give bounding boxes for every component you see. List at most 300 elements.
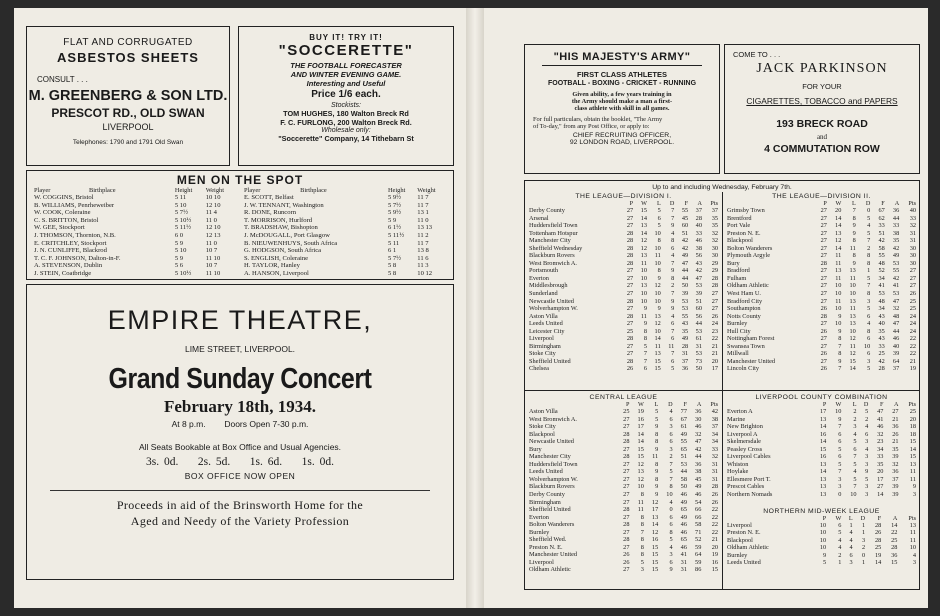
table-row — [528, 350, 719, 358]
stat-cell: 19 — [711, 551, 718, 559]
table-row — [726, 290, 917, 298]
stat-cell: 12 — [637, 460, 644, 468]
stat-cell: 12 — [654, 282, 661, 290]
stat-cell: 27 — [623, 491, 630, 499]
asbestos-phone: Telephones: 1790 and 1791 Old Swan — [72, 139, 184, 146]
player-height: 5 9½ — [387, 209, 402, 217]
stat-cell: 30 — [711, 244, 718, 252]
stat-cell: 15 — [711, 566, 718, 574]
empire-proceeds-1: Proceeds in aid of the Brinsworth Home for the — [116, 498, 364, 512]
stat-cell: 27 — [626, 305, 634, 313]
stat-cell: 7 — [867, 282, 871, 290]
stat-cell: 7 — [640, 528, 644, 536]
stat-cell: 15 — [819, 445, 827, 453]
stat-cell: 71 — [695, 528, 702, 536]
team-name: Liverpool A — [727, 430, 758, 438]
stat-cell: 29 — [711, 267, 718, 275]
stat-cell: 31 — [711, 460, 718, 468]
stat-cell: 1 — [838, 559, 842, 567]
player-weight: 11 4 — [205, 209, 217, 217]
stat-cell: 4 — [838, 544, 842, 552]
stat-cell: 6 — [671, 244, 675, 252]
table-row — [528, 320, 719, 328]
stat-cell: 11 — [654, 342, 661, 350]
empire-proceeds-2: Aged and Needy of the Variety Profession — [130, 514, 350, 528]
column-header: P — [822, 514, 827, 522]
team-name: Grimsby Town — [727, 207, 765, 214]
stat-cell: 4 — [849, 544, 853, 552]
stat-cell: 28 — [820, 259, 827, 267]
player-name: E. SCOTT, Belfast — [244, 194, 294, 201]
stat-cell: 27 — [892, 408, 899, 415]
soccerette-stockist-2: F. C. FURLONG, 200 Walton Breck Rd. — [280, 118, 412, 127]
stat-cell: 6 — [669, 415, 673, 423]
team-name: Burnley — [529, 528, 550, 536]
stat-cell: 47 — [877, 408, 884, 415]
stat-cell: 13 — [849, 297, 856, 305]
stat-cell: 5 — [643, 342, 647, 350]
stat-cell: 6 — [838, 521, 842, 529]
player-weight: 10 7 — [205, 247, 218, 255]
stat-cell: 27 — [623, 475, 630, 483]
stat-cell: 11 — [909, 475, 916, 483]
stat-cell: 21 — [711, 350, 718, 358]
stat-cell: 7 — [671, 214, 675, 222]
stat-cell: 44 — [695, 320, 702, 328]
stat-cell: 27 — [623, 415, 630, 423]
stat-cell: 10 — [850, 491, 857, 499]
asbestos-line1: FLAT AND CORRUGATED — [63, 37, 193, 48]
team-name: Hull City — [727, 327, 751, 335]
stat-cell: 49 — [680, 430, 687, 438]
stat-cell: 11 — [654, 252, 661, 260]
stat-cell: 13 — [819, 415, 827, 423]
stat-cell: 27 — [820, 244, 827, 252]
table-row — [726, 252, 917, 260]
stat-cell: 44 — [892, 327, 900, 335]
stat-cell: 31 — [695, 342, 702, 350]
stat-cell: 6 — [669, 521, 673, 529]
column-header: L — [654, 401, 659, 408]
page-gutter — [466, 8, 484, 608]
table-row — [528, 514, 719, 522]
stat-cell: 49 — [680, 513, 687, 521]
stat-cell: 4 — [669, 543, 673, 551]
table-row — [726, 343, 917, 351]
parkinson-for: FOR YOUR — [802, 82, 842, 91]
stat-cell: 28 — [711, 282, 718, 290]
team-name: Southampton — [727, 305, 761, 313]
stat-cell: 26 — [892, 430, 899, 438]
stat-cell: 65 — [680, 506, 687, 514]
empire-title: EMPIRE THEATRE, — [107, 305, 373, 335]
stat-cell: 27 — [626, 267, 634, 275]
stat-cell: 39 — [681, 290, 689, 298]
column-header: L — [848, 514, 853, 522]
team-name: Blackpool — [727, 237, 753, 245]
stat-cell: 5 — [867, 305, 871, 313]
player-height: 5 7½ — [387, 254, 402, 262]
team-header — [726, 200, 813, 207]
stat-cell: 10 — [849, 327, 856, 335]
stat-cell: 77 — [680, 408, 687, 415]
team-name: Manchester United — [529, 551, 578, 559]
team-name: Liverpool — [529, 335, 554, 343]
column-header: D — [865, 200, 871, 207]
team-name: Bradford — [727, 267, 750, 275]
column-header: W — [835, 200, 842, 207]
stat-cell: 6 — [669, 430, 673, 438]
stat-cell: 20 — [909, 415, 916, 423]
player-row — [33, 224, 237, 232]
stat-cell: 13 — [637, 468, 644, 476]
table-row — [528, 491, 719, 499]
stat-cell: 56 — [695, 252, 702, 260]
stat-cell: 20 — [877, 468, 884, 476]
stat-cell: 27 — [820, 267, 827, 275]
table-row — [528, 423, 719, 431]
stat-cell: 17 — [877, 475, 884, 483]
stat-cell: 14 — [909, 445, 916, 453]
stat-cell: 7 — [643, 357, 647, 365]
table-row — [528, 207, 719, 215]
player-weight: 13 1 — [417, 209, 429, 217]
empire-prices — [27, 456, 453, 468]
stat-cell: 11 — [668, 342, 675, 350]
men-header-birthplace: Birthplace — [88, 187, 116, 194]
stat-cell: 10 — [819, 536, 827, 544]
team-name: Blackburn Rovers — [529, 252, 575, 260]
stat-cell: 47 — [695, 438, 702, 446]
division-1 — [528, 193, 719, 373]
table-row — [726, 423, 917, 431]
stat-cell: 11 — [835, 259, 842, 267]
stat-cell: 17 — [711, 365, 718, 373]
stat-cell: 15 — [909, 453, 916, 461]
stat-cell: 6 — [849, 551, 853, 559]
player-name: B. NIEUWENHUYS, South Africa — [244, 239, 338, 247]
stat-cell: 33 — [711, 445, 718, 453]
table-row — [528, 468, 719, 476]
stat-cell: 27 — [626, 350, 634, 358]
stat-cell: 9 — [655, 445, 659, 453]
stat-cell: 10 — [640, 267, 647, 275]
team-name: Aston Villa — [529, 408, 558, 415]
stat-cell: 67 — [878, 207, 885, 214]
stat-cell: 53 — [681, 297, 689, 305]
team-name: Leeds United — [529, 468, 563, 476]
player-name: B. WILLIAMS, Penrheweiber — [34, 201, 115, 209]
column-header: L — [657, 200, 661, 207]
column-header: F — [683, 401, 687, 408]
stat-cell: 27 — [820, 320, 827, 328]
stat-cell: 9 — [838, 415, 842, 423]
right-page — [484, 8, 928, 608]
stat-cell: 5 — [655, 415, 659, 423]
stat-cell: 11 — [640, 312, 647, 320]
player-row — [243, 202, 447, 210]
stat-cell: 10 — [640, 297, 647, 305]
table-row — [726, 245, 917, 253]
table-row — [528, 343, 719, 351]
team-name: Lincoln City — [727, 365, 760, 373]
stat-cell: 7 — [853, 453, 857, 461]
stat-cell: 4 — [912, 551, 916, 559]
stat-cell: 6 — [853, 445, 857, 453]
player-weight: 11 7 — [417, 194, 429, 201]
team-name: Oldham Athletic — [529, 566, 571, 574]
player-name: S. ENGLISH, Coleraine — [244, 254, 309, 262]
stat-cell: 11 — [849, 342, 856, 350]
table-row — [528, 358, 719, 366]
team-header — [528, 200, 620, 207]
stat-cell: 34 — [877, 445, 884, 453]
stat-cell: 31 — [711, 475, 718, 483]
stat-cell: 14 — [877, 491, 884, 499]
stat-cell: 3 — [669, 445, 673, 453]
stat-cell: 47 — [892, 297, 900, 305]
stat-cell: 7 — [643, 350, 647, 358]
table-row — [528, 230, 719, 238]
player-row — [33, 194, 237, 202]
stat-cell: 1 — [861, 529, 866, 537]
soccerette-name: "SOCCERETTE" — [278, 42, 414, 59]
table-row — [726, 438, 917, 446]
league-tables — [524, 180, 920, 590]
stat-cell: 13 — [849, 320, 856, 328]
stat-cell: 62 — [878, 214, 885, 222]
team-name: Liverpool — [727, 521, 752, 529]
stat-cell: 26 — [874, 529, 882, 537]
column-header: D — [669, 200, 675, 207]
stat-cell: 33 — [909, 214, 916, 222]
parkinson-address-2: 4 COMMUTATION ROW — [764, 143, 880, 155]
table-row — [528, 544, 719, 552]
table-row — [726, 313, 917, 321]
stat-cell: 7 — [671, 207, 675, 214]
stat-cell: 9 — [657, 305, 661, 313]
stat-cell: 14 — [640, 214, 647, 222]
stat-cell: 14 — [849, 365, 856, 373]
team-name: Bolton Wanderers — [727, 244, 773, 252]
stat-cell: 28 — [681, 342, 689, 350]
stat-cell: 11 — [637, 498, 644, 506]
player-weight: 11 2 — [417, 231, 429, 239]
stat-cell: 27 — [877, 483, 884, 491]
player-row — [243, 224, 447, 232]
team-name: Ellesmere Port T. — [727, 475, 771, 483]
stat-cell: 32 — [711, 229, 718, 237]
stat-cell: 58 — [680, 475, 687, 483]
stat-cell: 32 — [909, 222, 916, 230]
stat-cell: 46 — [680, 491, 687, 499]
stat-cell: 26 — [820, 327, 827, 335]
player-weight: 11 0 — [417, 216, 429, 224]
men-header-height: Height — [387, 187, 406, 194]
stat-cell: 8 — [867, 259, 871, 267]
team-name: Millwall — [727, 350, 749, 358]
asbestos-consult: CONSULT . . . — [37, 75, 88, 84]
stat-cell: 6 — [643, 365, 647, 373]
team-name: Preston N. E. — [727, 529, 761, 537]
stat-cell: 30 — [909, 252, 916, 260]
stat-cell: 53 — [892, 259, 900, 267]
table-row — [726, 260, 917, 268]
soccerette-price: Price 1/6 each. — [311, 89, 381, 100]
stat-cell: 15 — [651, 551, 659, 559]
stat-cell: 1 — [861, 521, 866, 529]
stat-cell: 19 — [909, 365, 916, 373]
stat-cell: 3 — [867, 357, 871, 365]
stat-cell: 48 — [892, 312, 900, 320]
stat-cell: 53 — [695, 350, 702, 358]
stat-cell: 73 — [695, 357, 702, 365]
empire-theatre-advert — [26, 284, 454, 580]
table-row — [528, 328, 719, 336]
stat-cell: 53 — [695, 327, 702, 335]
player-name: W. COOK, Coleraine — [34, 209, 91, 217]
stat-cell: 36 — [695, 408, 702, 415]
player-weight: 10 10 — [205, 194, 221, 201]
stat-cell: 7 — [867, 237, 871, 245]
empire-street: LIME STREET, LIVERPOOL. — [184, 344, 296, 354]
stat-cell: 1 — [849, 521, 853, 529]
stat-cell: 37 — [695, 207, 702, 214]
stat-cell: 44 — [681, 274, 689, 282]
stat-cell: 22 — [909, 350, 916, 358]
column-header: L — [852, 200, 856, 207]
county-combination-title: LIVERPOOL COUNTY COMBINATION — [755, 394, 888, 401]
stat-cell: 3 — [865, 460, 869, 468]
stat-cell: 6 — [657, 214, 661, 222]
stat-cell: 11 — [849, 244, 856, 252]
stat-cell: 8 — [640, 543, 644, 551]
player-name: E. CRITCHLEY, Stockport — [34, 239, 107, 247]
player-height: 5 11½ — [174, 224, 192, 232]
table-row — [528, 559, 719, 567]
stat-cell: 6 — [671, 357, 675, 365]
stat-cell: 9 — [643, 305, 647, 313]
stat-cell: 24 — [909, 320, 916, 328]
stat-cell: 10 — [835, 305, 842, 313]
stat-cell: 8 — [867, 327, 871, 335]
stat-cell: 7 — [671, 259, 675, 267]
stat-cell: 27 — [820, 237, 827, 245]
stat-cell: 27 — [711, 305, 718, 313]
army-line2: FOOTBALL - BOXING - CRICKET - RUNNING — [547, 80, 697, 87]
stat-cell: 13 — [909, 521, 916, 529]
stat-cell: 33 — [878, 342, 885, 350]
stat-cell: 12 — [651, 528, 659, 536]
stat-cell: 1 — [867, 267, 871, 275]
stat-cell: 28 — [623, 521, 630, 529]
table-row — [726, 453, 917, 461]
soccerette-stockist-3: "Soccerette" Company, 14 Tithebarn St — [278, 134, 414, 143]
team-name: Derby County — [529, 491, 565, 499]
player-name: W. COGGINS, Bristol — [34, 194, 94, 201]
table-row — [726, 335, 917, 343]
stat-cell: 27 — [820, 274, 827, 282]
stat-cell: 10 — [654, 290, 661, 298]
stat-cell: 8 — [657, 237, 661, 245]
stat-cell: 14 — [640, 229, 647, 237]
stat-cell: 13 — [835, 267, 842, 275]
price-1: 3s. 0d. — [146, 456, 179, 468]
stat-cell: 3 — [865, 483, 869, 491]
stat-cell: 15 — [849, 357, 856, 365]
stat-cell: 13 — [849, 267, 856, 275]
stat-cell: 13 — [835, 229, 842, 237]
player-name: J. N. CUNLIFFE, Blackrod — [34, 247, 107, 255]
stat-cell: 17 — [637, 423, 644, 431]
stat-cell: 7 — [838, 365, 842, 373]
stat-cell: 53 — [695, 282, 702, 290]
stat-cell: 11 — [835, 252, 842, 260]
stat-cell: 42 — [695, 445, 702, 453]
stat-cell: 49 — [681, 335, 689, 343]
stat-cell: 8 — [867, 252, 871, 260]
team-name: Everton A — [727, 408, 753, 415]
stat-cell: 8 — [655, 475, 659, 483]
player-weight: 11 7 — [417, 201, 429, 209]
stat-cell: 42 — [711, 408, 718, 415]
stat-cell: 11 — [909, 468, 916, 476]
player-weight: 11 10 — [205, 254, 221, 262]
stat-cell: 14 — [819, 438, 827, 446]
stat-cell: 31 — [681, 350, 689, 358]
stat-cell: 3 — [865, 453, 869, 461]
stat-cell: 16 — [637, 415, 644, 423]
table-row — [528, 483, 719, 491]
stat-cell: 3 — [853, 423, 857, 431]
stat-cell: 42 — [681, 244, 689, 252]
army-line3: Given ability, a few years training in — [572, 91, 672, 98]
stat-cell: 12 — [651, 498, 659, 506]
stat-cell: 35 — [878, 327, 885, 335]
stat-cell: 65 — [680, 445, 687, 453]
table-row — [528, 521, 719, 529]
team-name: Nottingham Forest — [727, 335, 775, 343]
stat-cell: 3 — [669, 551, 673, 559]
stat-cell: 5 — [657, 222, 661, 230]
stat-cell: 3 — [849, 559, 853, 567]
stat-cell: 27 — [626, 290, 634, 298]
player-height: 5 10 — [174, 201, 187, 209]
stat-cell: 9 — [852, 259, 856, 267]
table-row — [528, 298, 719, 306]
stat-cell: 27 — [623, 566, 630, 574]
stat-cell: 32 — [877, 430, 884, 438]
player-row — [243, 255, 447, 263]
stat-cell: 16 — [819, 430, 827, 438]
stat-cell: 9 — [655, 483, 659, 491]
stat-cell: 4 — [838, 536, 842, 544]
table-row — [528, 416, 719, 424]
table-row — [528, 438, 719, 446]
player-row — [243, 240, 447, 248]
central-league — [528, 394, 719, 574]
stat-cell: 26 — [909, 290, 916, 298]
player-row — [33, 255, 237, 263]
stat-cell: 42 — [892, 274, 900, 282]
player-height: 5 7½ — [387, 201, 402, 209]
division-2 — [726, 193, 917, 373]
stat-cell: 9 — [852, 229, 856, 237]
stat-cell: 21 — [711, 536, 718, 544]
stat-cell: 8 — [640, 513, 644, 521]
army-line4: the Army should make a man a first- — [571, 98, 673, 105]
player-weight: 11 3 — [417, 262, 429, 270]
